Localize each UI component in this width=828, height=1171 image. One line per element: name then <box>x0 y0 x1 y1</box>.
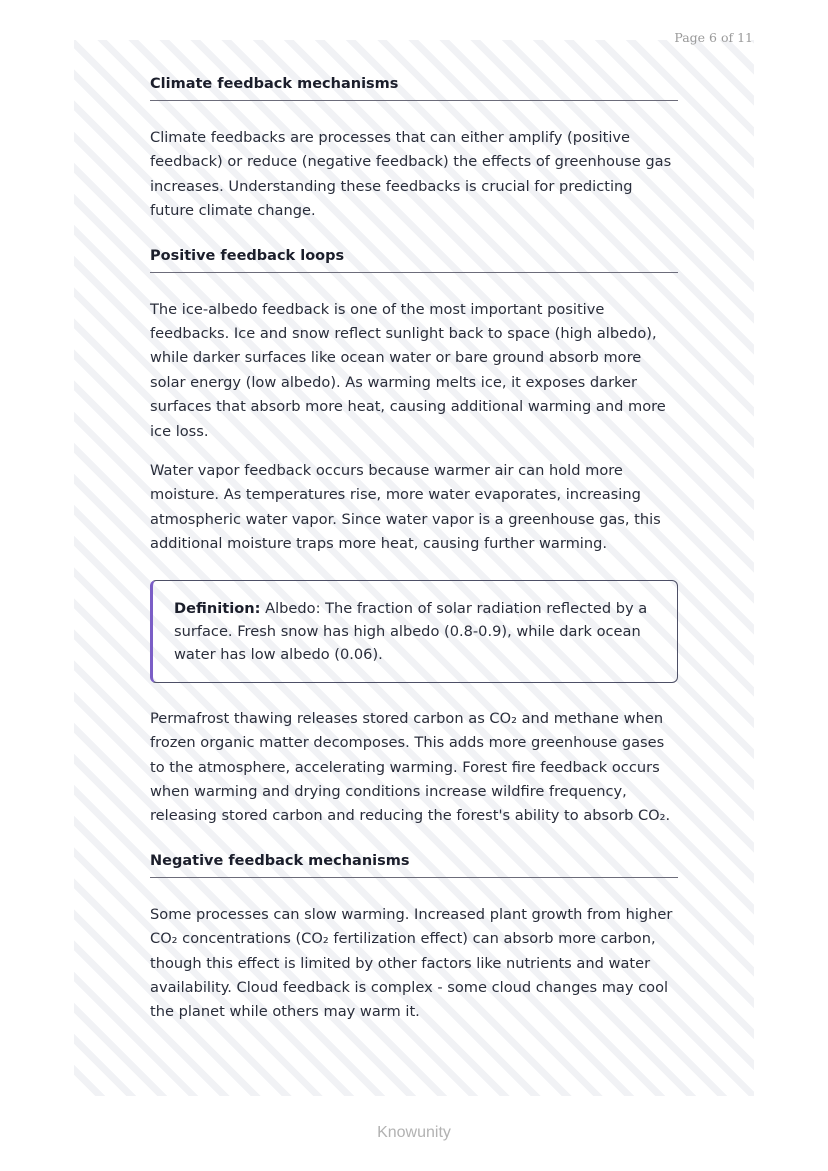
paragraph-ice-albedo: The ice-albedo feedback is one of the most important positive feedbacks. Ice and snow reflect sunlight back to space (high albedo), while darker surfaces like ocean water or bare ground absorb more solar energy (low albedo). As warming melts ice, it exposes darker surfaces that absorb more heat, causing additional warming and more ice loss. <box>150 300 666 440</box>
paragraph-water-vapor: Water vapor feedback occurs because warmer air can hold more moisture. As temperatures rise, more water evaporates, increasing atmospheric water vapor. Since water vapor is a greenhouse gas, this additional moisture traps more heat, causing further warming. <box>150 462 661 553</box>
paragraph-permafrost: Permafrost thawing releases stored carbon as CO₂ and methane when frozen organic matter decomposes. This adds more greenhouse gases to the atmosphere, accelerating warming. Forest fire feedback occurs when warming and drying conditions increase wildfire frequency, releasing stored carbon and reducing the forest's ability to absorb CO₂. <box>150 709 671 825</box>
paragraph-intro: Climate feedbacks are processes that can either amplify (positive feedback) or reduce (negative feedback) the effects of greenhouse gas increases. Understanding these feedbacks is crucial for predicting future climate change. <box>150 129 672 220</box>
heading-negative-feedback: Negative feedback mechanisms <box>150 853 678 878</box>
definition-body: Albedo: The fraction of solar radiation reflected by a surface. Fresh snow has high albedo (0.8-0.9), while dark ocean water has low albedo (0.06). <box>174 599 648 663</box>
definition-callout <box>150 580 678 683</box>
definition-label: Definition: <box>174 599 261 617</box>
document-content <box>150 76 678 1025</box>
heading-climate-feedback: Climate feedback mechanisms <box>150 76 678 101</box>
page-number: Page 6 of 11 <box>674 30 753 45</box>
footer-brand: Knowunity <box>377 1124 451 1141</box>
paragraph-negative: Some processes can slow warming. Increased plant growth from higher CO₂ concentrations (CO₂ fertilization effect) can absorb more carbon, though this effect is limited by other factors like nutrients and water availability. Cloud feedback is complex - some cloud changes may cool the planet while others may warm it. <box>150 905 673 1021</box>
definition-text <box>174 597 657 666</box>
heading-positive-feedback: Positive feedback loops <box>150 248 678 273</box>
